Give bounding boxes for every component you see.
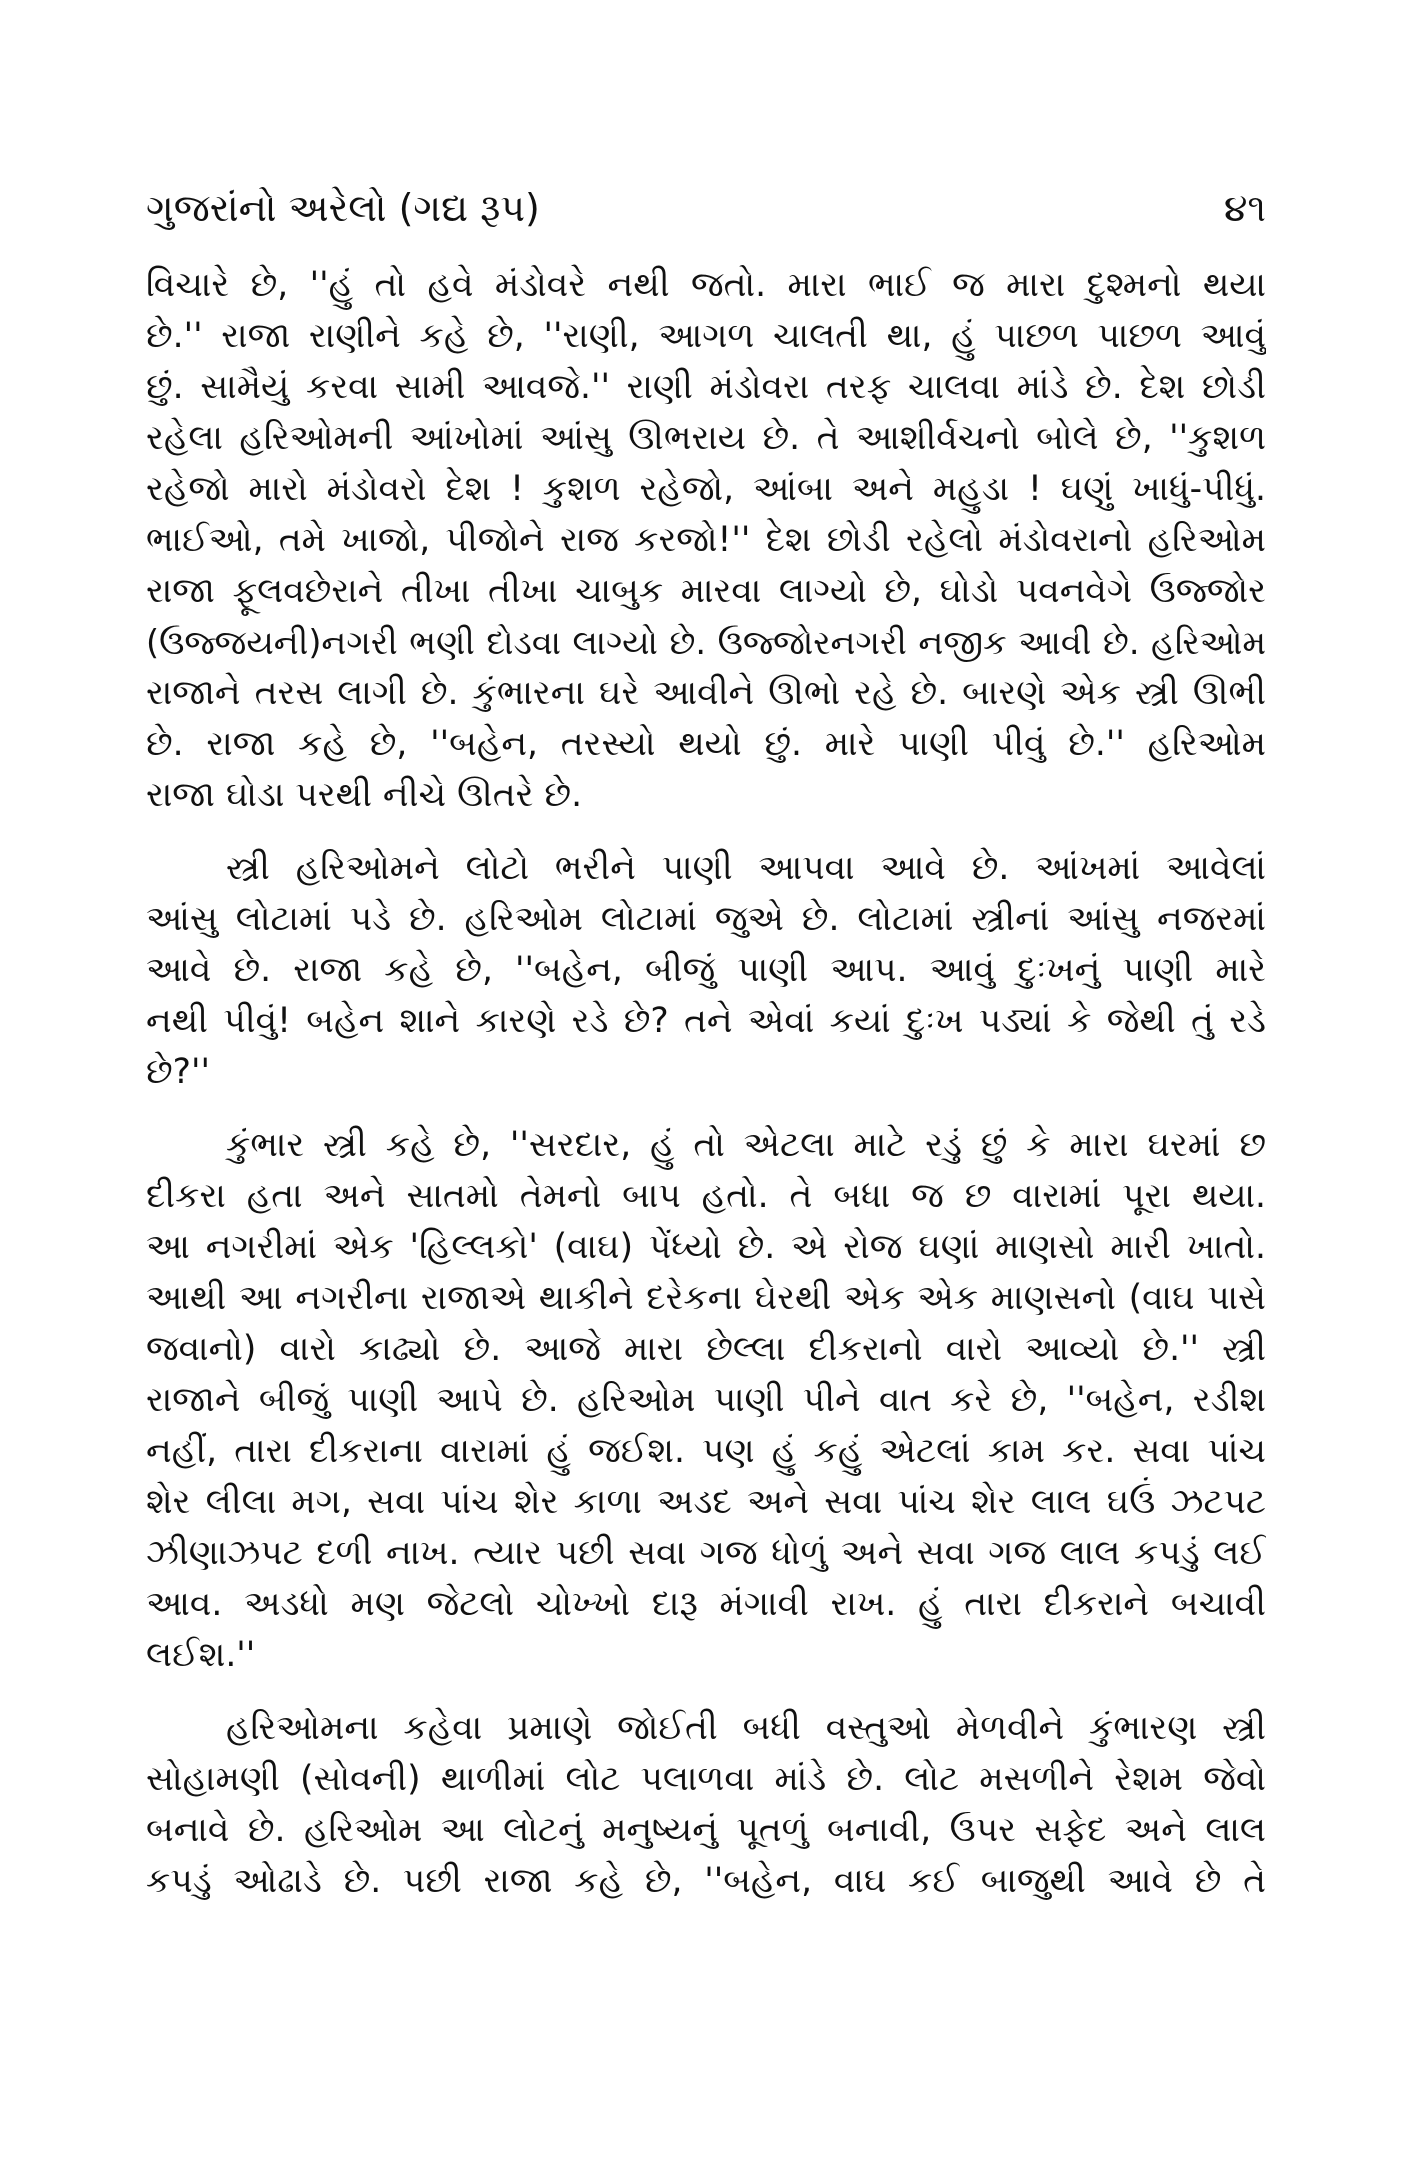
text-line: રાજાને તરસ લાગી છે. કુંભારના ઘરે આવીને ઊભો રહે છે. બારણે એક સ્ત્રી ઊભી	[146, 673, 1266, 713]
paragraph	[146, 1120, 1266, 1681]
text-line: કુંભાર સ્ત્રી કહે છે, ''સરદાર, હું તો એટલા માટે રડું છું કે મારા ઘરમાં છ	[226, 1125, 1266, 1165]
text-line: હરિઓમના કહેવા પ્રમાણે જોઈતી બધી વસ્તુઓ મેળવીને કુંભારણ સ્ત્રી	[226, 1708, 1266, 1748]
page-body-text	[146, 260, 1266, 1907]
text-line: નહીં, તારા દીકરાના વારામાં હું જઈશ. પણ હું કહું એટલાં કામ કર. સવા પાંચ	[146, 1431, 1266, 1471]
paragraph-gap	[146, 1681, 1266, 1703]
text-line: ઝીણાઝપટ દળી નાખ. ત્યાર પછી સવા ગજ ધોળું અને સવા ગજ લાલ કપડું લઈ	[146, 1533, 1266, 1573]
text-line: શેર લીલા મગ, સવા પાંચ શેર કાળા અડદ અને સવા પાંચ શેર લાલ ઘઉં ઝટપટ	[146, 1482, 1266, 1522]
text-line: રહેલા હરિઓમની આંખોમાં આંસુ ઊભરાય છે. તે આશીર્વચનો બોલે છે, ''કુશળ	[146, 418, 1266, 458]
paragraph	[146, 260, 1266, 821]
text-line: છે. રાજા કહે છે, ''બહેન, તરસ્યો થયો છું. મારે પાણી પીવું છે.'' હરિઓમ	[146, 724, 1266, 764]
text-line: દીકરા હતા અને સાતમો તેમનો બાપ હતો. તે બધા જ છ વારામાં પૂરા થયા.	[146, 1176, 1266, 1216]
paragraph-gap	[146, 1098, 1266, 1120]
text-line: કપડું ઓઢાડે છે. પછી રાજા કહે છે, ''બહેન, વાઘ કઈ બાજુથી આવે છે તે	[146, 1861, 1266, 1901]
text-line: છે.'' રાજા રાણીને કહે છે, ''રાણી, આગળ ચાલતી થા, હું પાછળ પાછળ આવું	[146, 316, 1266, 356]
text-line: છું. સામૈયું કરવા સામી આવજે.'' રાણી મંડોવરા તરફ ચાલવા માંડે છે. દેશ છોડી	[146, 367, 1266, 407]
text-line: રાજા ફૂલવછેરાને તીખા તીખા ચાબુક મારવા લાગ્યો છે, ઘોડો પવનવેગે ઉજ્જોર	[146, 571, 1266, 611]
page-number: ૪૧	[1223, 186, 1266, 230]
text-line: આ નગરીમાં એક 'હિલ્લકો' (વાઘ) પેંધ્યો છે. એ રોજ ઘણાં માણસો મારી ખાતો.	[146, 1227, 1266, 1267]
running-header-title: ગુજરાંનો અરેલો (ગદ્ય રૂપ)	[146, 186, 540, 230]
running-header	[146, 178, 1266, 238]
text-line: બનાવે છે. હરિઓમ આ લોટનું મનુષ્યનું પૂતળું બનાવી, ઉપર સફેદ અને લાલ	[146, 1810, 1266, 1850]
text-line: લઈશ.''	[146, 1635, 256, 1675]
text-line: આંસુ લોટામાં પડે છે. હરિઓમ લોટામાં જુએ છે. લોટામાં સ્ત્રીનાં આંસુ નજરમાં	[146, 899, 1266, 939]
paragraph	[146, 843, 1266, 1098]
text-line: આથી આ નગરીના રાજાએ થાકીને દરેકના ઘેરથી એક એક માણસનો (વાઘ પાસે	[146, 1278, 1266, 1318]
text-line: રહેજો મારો મંડોવરો દેશ ! કુશળ રહેજો, આંબા અને મહુડા ! ઘણું ખાધું-પીધું.	[146, 469, 1266, 509]
text-line: સ્ત્રી હરિઓમને લોટો ભરીને પાણી આપવા આવે છે. આંખમાં આવેલાં	[226, 848, 1266, 888]
text-line: આવ. અડધો મણ જેટલો ચોખ્ખો દારૂ મંગાવી રાખ. હું તારા દીકરાને બચાવી	[146, 1584, 1266, 1624]
text-line: રાજા ઘોડા પરથી નીચે ઊતરે છે.	[146, 775, 583, 815]
text-line: નથી પીવું! બહેન શાને કારણે રડે છે? તને એવાં કયાં દુઃખ પડ્યાં કે જેથી તું રડે	[146, 1001, 1266, 1041]
text-line: (ઉજ્જયની)નગરી ભણી દોડવા લાગ્યો છે. ઉજ્જોરનગરી નજીક આવી છે. હરિઓમ	[146, 623, 1266, 662]
text-line: છે?''	[146, 1052, 210, 1092]
text-line: સોહામણી (સોવની) થાળીમાં લોટ પલાળવા માંડે છે. લોટ મસળીને રેશમ જેવો	[146, 1759, 1266, 1799]
paragraph	[146, 1703, 1266, 1907]
paragraph-gap	[146, 821, 1266, 843]
text-line: રાજાને બીજું પાણી આપે છે. હરિઓમ પાણી પીને વાત કરે છે, ''બહેન, રડીશ	[146, 1380, 1266, 1420]
text-line: આવે છે. રાજા કહે છે, ''બહેન, બીજું પાણી આપ. આવું દુઃખનું પાણી મારે	[146, 950, 1266, 990]
text-line: વિચારે છે, ''હું તો હવે મંડોવરે નથી જતો. મારા ભાઈ જ મારા દુશ્મનો થયા	[146, 265, 1266, 305]
text-line: ભાઈઓ, તમે ખાજો, પીજોને રાજ કરજો!'' દેશ છોડી રહેલો મંડોવરાનો હરિઓમ	[146, 520, 1266, 560]
text-line: જવાનો) વારો કાઢ્યો છે. આજે મારા છેલ્લા દીકરાનો વારો આવ્યો છે.'' સ્ત્રી	[146, 1329, 1266, 1369]
